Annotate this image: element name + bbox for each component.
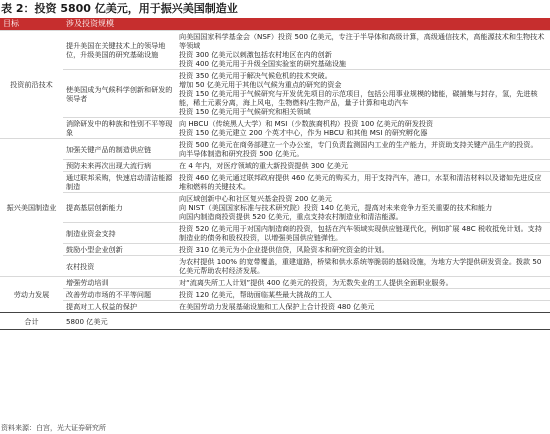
table-row [0,118,550,139]
table-row [0,160,550,172]
table-row [0,277,550,289]
funding-cell: 向 HBCU（传统黑人大学）和 MSI（少数族裔机构）投资 100 亿美元的研发投资 投资 150 亿美元建立 200 个英才中心，作为 HBCU 和其他 MSI 的研究孵化器 [176,118,550,139]
funding-cell: 投资 310 亿美元为小企业提供信贷，风险资本和研究资金的计划。 [176,244,550,256]
table-row [0,172,550,193]
funding-cell: 在美国劳动力发展基础设施和工人保护上合计投资 480 亿美元 [176,301,550,313]
funding-cell: 投资 460 亿美元通过联邦政府提供 460 亿美元的购买力，用于支持汽车，港口，水泵和清洁材料以及诸如先进反应堆和燃料的关键技术。 [176,172,550,193]
measure-cell: 使美国成为气候科学创新和研发的领导者 [63,70,176,118]
table-row [0,289,550,301]
funding-cell: 向区域创新中心和社区复兴基金投资 200 亿美元 向 NIST（美国国家标准与技术研究院）投资 140 亿美元，提高对未来竞争力至关重要的技术和能力 向国内制造商投资提供 520 亿美元，重点支持农村制造业和清洁能源。 [176,193,550,223]
measure-cell: 加强关键产品的制造供应链 [63,139,176,160]
measure-cell: 提高基层创新能力 [63,193,176,223]
measure-cell: 消除研发中的种族和性别不平等现象 [63,118,176,139]
funding-cell: 在 4 年内，对医疗领域的重大新投资提供 300 亿美元 [176,160,550,172]
total-empty [176,313,550,330]
measure-cell: 提升美国在关键技术上的领导地位，升级美国的研究基础设施 [63,31,176,70]
measure-cell: 改善劳动市场的不平等问题 [63,289,176,301]
table-row [0,301,550,313]
funding-cell: 对“流离失所工人计划”提供 400 亿美元的投资，为无数失业的工人提供全面职业服务。 [176,277,550,289]
measure-cell: 增强劳动培训 [63,277,176,289]
table-header-row [0,18,550,31]
funding-cell: 投资 120 亿美元，帮助面临某些最大挑战的工人 [176,289,550,301]
total-row [0,313,550,330]
measure-cell: 农村投资 [63,256,176,277]
table-title: 表 2：投资 5800 亿美元，用于振兴美国制造业 [1,2,238,15]
total-label: 合计 [0,313,63,330]
measure-cell: 预防未来再次出现大流行病 [63,160,176,172]
table-row [0,139,550,160]
category-cell: 劳动力发展 [0,277,63,313]
funding-cell: 投资 520 亿美元用于对国内制造商的投资，包括在汽车领域实现供应链现代化，例如扩展 48C 税收抵免计划。支持制造业的债务和股权投资，以增强美国供应链弹性。 [176,223,550,244]
table-row [0,193,550,223]
header-investment: 涉及投资规模 [63,18,550,31]
table-row [0,244,550,256]
table-row [0,223,550,244]
funding-cell: 为农村提供 100% 的宽带覆盖，重建道路，桥梁和供水系统等脆弱的基础设施，为地方大学提供研发资金。拨款 50 亿美元帮助农村经济发展。 [176,256,550,277]
measure-cell: 制造业资金支持 [63,223,176,244]
table-row [0,70,550,118]
funding-cell: 向美国国家科学基金会（NSF）投资 500 亿美元，专注于半导体和高级计算，高级通信技术，高能源技术和生物技术等领域 投资 300 亿美元以刺激包括农村地区在内的创新 投资 400 亿美元用于升级全国实验室的研究基础设施 [176,31,550,70]
table-row [0,256,550,277]
source-note: 资料来源：白宫，光大证券研究所 [1,424,106,432]
funding-cell: 投资 350 亿美元用于解决气候危机的技术突破。 增加 50 亿美元用于其他以气候为重点的研究的资金 投资 150 亿美元用于气候研究与开发优先项目的示范项目，包括公用事业规模的储能，碳捕集与封存，氢，先进核能，稀土元素分离，海上风电，生物燃料/生物产品，量子计算和电动汽车 投资 150 亿美元用于气候研究和相关领域 [176,70,550,118]
total-value: 5800 亿美元 [63,313,176,330]
investment-table [0,18,550,330]
header-goal: 目标 [0,18,63,31]
category-cell: 振兴美国制造业 [0,139,63,277]
category-cell: 投资前沿技术 [0,31,63,139]
funding-cell: 投资 500 亿美元在商务部建立一个办公室，专门负责监测国内工业的生产能力，并资助支持关键产品生产的投资。 向半导体制造和研究投资 500 亿美元。 [176,139,550,160]
measure-cell: 通过联邦采购，快速启动清洁能源制造 [63,172,176,193]
measure-cell: 鼓励小型企业创新 [63,244,176,256]
table-row [0,31,550,70]
measure-cell: 提高对工人权益的保护 [63,301,176,313]
